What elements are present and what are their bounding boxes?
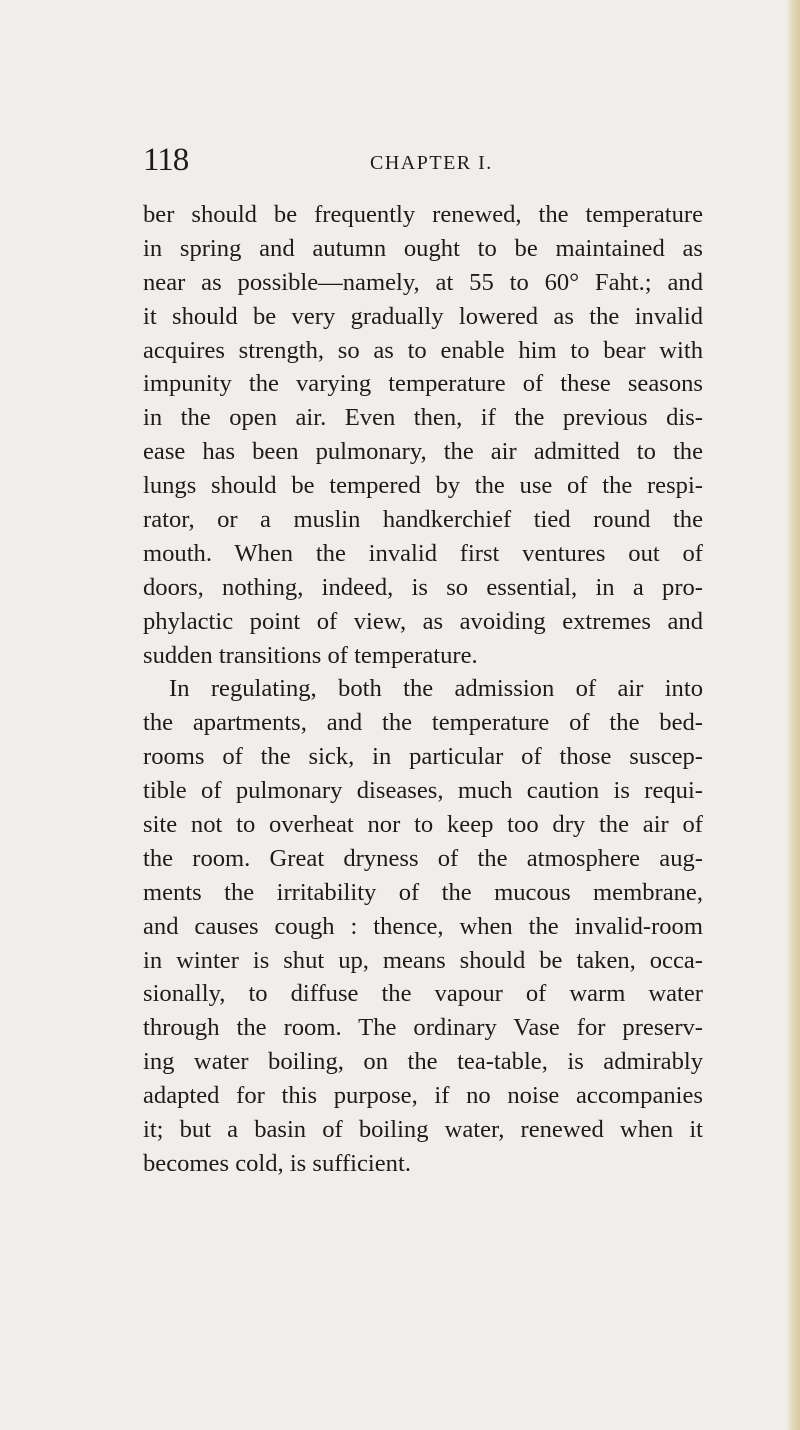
text-line: ing water boiling, on the tea-table, is admirably — [143, 1048, 703, 1076]
text-line: rooms of the sick, in particular of those suscep- — [143, 743, 703, 771]
text-line: mouth. When the invalid first ventures out of — [143, 539, 703, 567]
text-line: site not to overheat nor to keep too dry the air of — [143, 811, 703, 839]
text-line: doors, nothing, indeed, is so essential, in a pro- — [143, 573, 703, 601]
text-line: it should be very gradually lowered as the invalid — [143, 302, 703, 330]
page-number: 118 — [143, 142, 189, 178]
text-line: it; but a basin of boiling water, renewed when it — [143, 1116, 703, 1144]
text-line: and causes cough : thence, when the invalid-room — [143, 912, 703, 940]
text-line: tible of pulmonary diseases, much caution is requi- — [143, 777, 703, 805]
text-line: adapted for this purpose, if no noise accompanies — [143, 1082, 703, 1110]
text-line: rator, or a muslin handkerchief tied round the — [143, 506, 703, 534]
text-line: in the open air. Even then, if the previous dis- — [143, 404, 703, 432]
text-line: near as possible—namely, at 55 to 60° Faht.; and — [143, 268, 703, 296]
text-line: lungs should be tempered by the use of the respi- — [143, 472, 703, 500]
text-line: ments the irritability of the mucous membrane, — [143, 878, 703, 906]
text-line: in winter is shut up, means should be taken, occa- — [143, 946, 703, 974]
text-line: acquires strength, so as to enable him to bear with — [143, 336, 703, 364]
page-edge-discoloration — [786, 0, 800, 1430]
body-text — [143, 198, 703, 1181]
text-line: through the room. The ordinary Vase for preserv- — [143, 1014, 703, 1042]
text-line-paragraph-start: In regulating, both the admission of air into — [169, 675, 703, 703]
running-head: CHAPTER I. — [370, 152, 493, 174]
text-line: sionally, to diffuse the vapour of warm water — [143, 980, 703, 1008]
text-line: impunity the varying temperature of these seasons — [143, 370, 703, 398]
page-header — [143, 142, 703, 182]
text-line: ber should be frequently renewed, the temperature — [143, 201, 703, 228]
text-line: the apartments, and the temperature of the bed- — [143, 709, 703, 737]
text-line: phylactic point of view, as avoiding extremes and — [143, 607, 703, 635]
text-line-paragraph-end: becomes cold, is sufficient. — [143, 1149, 411, 1177]
text-line-paragraph-end: sudden transitions of temperature. — [143, 641, 478, 669]
text-line: ease has been pulmonary, the air admitted to the — [143, 438, 703, 466]
text-line: the room. Great dryness of the atmosphere aug- — [143, 844, 703, 872]
text-line: in spring and autumn ought to be maintained as — [143, 234, 703, 262]
